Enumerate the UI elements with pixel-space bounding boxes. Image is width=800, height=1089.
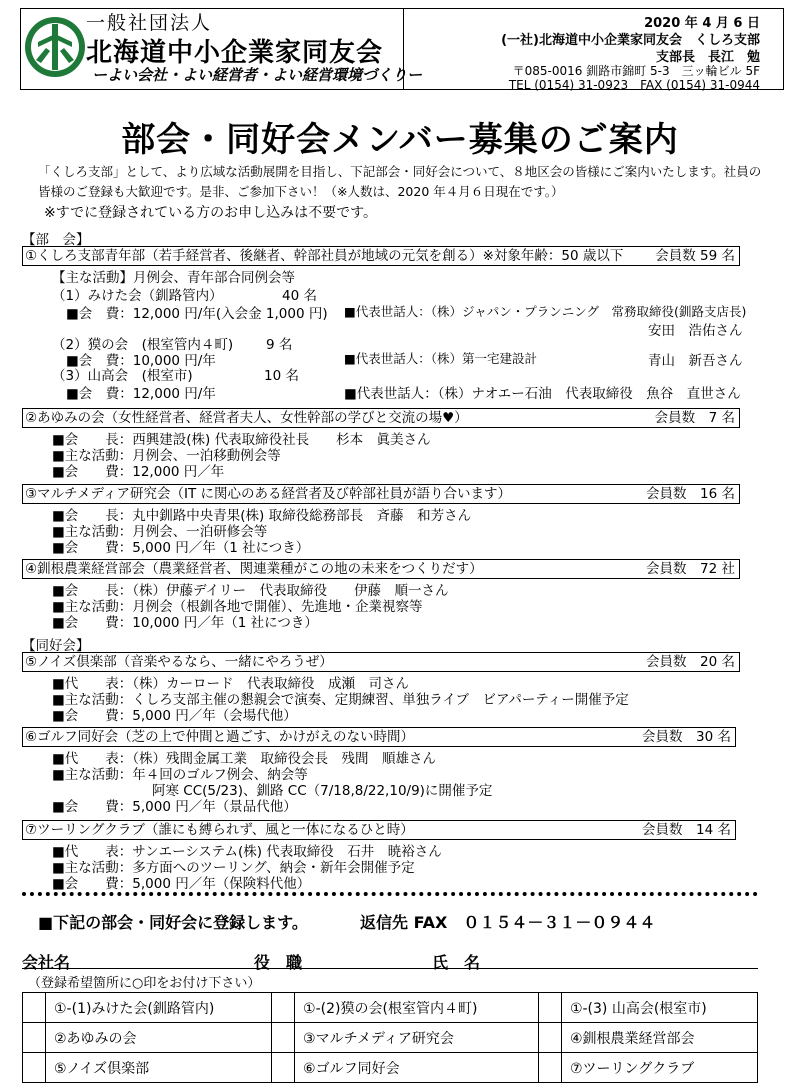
s6-line-1: ■代 表：（株）残間金属工業 取締役会長 残間 順雄さん [52,751,437,767]
section-5-title-text: ⑤ノイズ倶楽部（音楽やるなら、一緒にやろうぜ） [25,654,333,670]
s1-g1-count: 40 名 [282,288,317,304]
section-2-title-text: ②あゆみの会（女性経営者、経営者夫人、女性幹部の学びと交流の場♥） [25,410,468,426]
register-label: ■下記の部会・同好会に登録します。 [38,913,308,932]
s1-g2-name: （2）獏の会 (根室管内４町) [52,337,234,353]
doyukai-logo-icon [24,16,86,78]
s4-line-3: ■会 費：10,000 円／年（1 社につき） [52,615,318,631]
s4-line-1: ■会 長：（株）伊藤デイリー 代表取締役 伊藤 順一さん [52,583,449,599]
check-cell-6[interactable] [538,1023,561,1053]
option-6: ④釧根農業経営部会 [561,1023,757,1053]
s1-g3-fee: ■会 費：12,000 円/年 [66,386,216,402]
name-label: 氏 名 [432,953,481,972]
s1-g1-rep: ■代表世話人：（株）ジャパン・プランニング 常務取締役(釧路支店長) [344,304,747,319]
section-2-title [22,408,740,428]
position-label: 役 職 [254,953,303,972]
s5-line-3: ■会 費：5,000 円／年（会場代他） [52,708,297,724]
s5-line-1: ■代 表：（株）カーロード 代表取締役 成瀬 司さん [52,676,410,692]
options-row [23,1023,758,1053]
s1-g3-count: 10 名 [264,368,299,384]
contact: TEL (0154) 31-0923 FAX (0154) 31-0944 [508,78,760,92]
org-name: 北海道中小企業家同友会 [86,38,384,68]
section-3-title-text: ③マルチメディア研究会（IT に関心のある経営者及び幹部社員が語り合います） [25,486,512,502]
branch: (一社)北海道中小企業家同友会 くしろ支部 [501,33,760,48]
s1-g2-fee: ■会 費：10,000 円/年 [66,353,216,369]
section-7-title [22,820,736,840]
intro-line-2: 皆様のご登録も大歓迎です。是非、ご参加下さい！（※人数は、2020 年４月６日現在です。） [38,184,564,199]
bukai-label: 【部 会】 [22,232,90,248]
intro-line-3: ※すでに登録されている方のお申し込みは不要です。 [44,205,378,221]
check-cell-2[interactable] [272,993,295,1023]
address: 〒085-0016 釧路市錦町 5-3 三ッ輪ビル 5F [512,64,760,78]
s1-g2-rep: ■代表世話人：（株）第一宅建設計 [344,351,538,366]
option-8: ⑥ゴルフ同好会 [295,1053,539,1083]
option-4: ②あゆみの会 [46,1023,272,1053]
s7-line-1: ■代 表：サンエーシステム(株) 代表取締役 石井 暁裕さん [52,844,442,860]
section-1-title [22,246,740,266]
s3-line-1: ■会 長：丸中釧路中央青果(株) 取締役総務部長 斉藤 和芳さん [52,508,472,524]
org-tagline: ーよい会社・よい経営者・よい経営環境づくりー [92,66,423,84]
s6-line-3: ■会 費：5,000 円／年（景品代他） [52,799,297,815]
section-6-count: 会員数 30 名 [642,729,731,745]
section-5-count: 会員数 20 名 [646,654,735,670]
form-fill-line [22,968,758,969]
page-title: 部会・同好会メンバー募集のご案内 [121,120,679,160]
company-label: 会社名 [22,953,71,972]
section-1-title-text: ①くしろ支部青年部（若手経営者、後継者、幹部社員が地域の元気を創る）※対象年齢：50 歳以下 [25,248,624,264]
option-7: ⑤ノイズ倶楽部 [46,1053,272,1083]
s7-line-2: ■主な活動：多方面へのツーリング、納会・新年会開催予定 [52,860,415,876]
check-cell-1[interactable] [23,993,46,1023]
s1-g2-rep-name: 青山 新吾さん [648,353,743,369]
s2-line-1: ■会 長：西興建設(株) 代表取締役社長 杉本 眞美さん [52,432,431,448]
check-cell-3[interactable] [538,993,561,1023]
s5-line-2: ■主な活動：くしろ支部主催の懇親会で演奏、定期練習、単独ライブ ビアパーティー開催予定 [52,692,629,708]
s1-g3-name: （3）山高会 (根室市) [52,368,193,384]
date: 2020 年 4 月 6 日 [644,16,760,31]
intro-line-1: 「くしろ支部」として、より広域な活動展開を目指し、下記部会・同好会について、８地区会の皆様にご案内いたします。社員の [38,164,762,179]
section-2-count: 会員数 7 名 [654,410,735,426]
section-6-title-text: ⑥ゴルフ同好会（芝の上で仲間と過ごす、かけがえのない時間） [25,729,415,745]
form-note: （登録希望箇所に○印をお付け下さい） [28,976,261,991]
s7-line-3: ■会 費：5,000 円／年（保険料代他） [52,876,311,892]
s1-activity: 【主な活動】月例会、青年部合同例会等 [52,270,295,286]
check-cell-4[interactable] [23,1023,46,1053]
options-row [23,993,758,1023]
section-4-title [22,559,740,579]
s3-line-2: ■主な活動：月例会、一泊研修会等 [52,524,268,540]
s1-g1-fee: ■会 費：12,000 円/年(入会金 1,000 円) [66,306,328,322]
s1-g2-count: 9 名 [266,337,293,353]
section-3-count: 会員数 16 名 [646,486,735,502]
section-4-title-text: ④釧根農業経営部会（農業経営者、関連業種がこの地の未来をつくりだす） [25,561,483,577]
dotted-separator [22,892,758,896]
option-3: ①-(3) 山高会(根室市) [561,993,757,1023]
option-5: ③マルチメディア研究会 [295,1023,539,1053]
s1-g1-name: （1）みけた会（釧路管内） [52,288,223,304]
check-cell-7[interactable] [23,1053,46,1083]
s1-g3-rep: ■代表世話人：（株）ナオエー石油 代表取締役 魚谷 直世さん [344,386,741,402]
check-cell-5[interactable] [272,1023,295,1053]
branch-chief: 支部長 長江 勉 [655,50,760,65]
section-7-title-text: ⑦ツーリングクラブ（誰にも縛られず、風と一体になるひと時） [25,822,414,838]
s2-line-3: ■会 費：12,000 円／年 [52,464,225,480]
s2-line-2: ■主な活動：月例会、一泊移動例会等 [52,448,281,464]
check-cell-8[interactable] [272,1053,295,1083]
reply-fax: 返信先 FAX ０１５４－３１－０９４４ [360,913,656,932]
s6-line-2: ■主な活動：年４回のゴルフ例会、納会等 [52,767,308,783]
section-5-title [22,652,740,672]
options-row [23,1053,758,1083]
s1-g1-rep-name: 安田 浩佑さん [648,323,743,339]
section-4-count: 会員数 72 社 [646,561,735,577]
options-table [22,992,758,1083]
option-1: ①-(1)みけた会(釧路管内) [46,993,272,1023]
doukou-label: 【同好会】 [22,638,90,654]
s3-line-3: ■会 費：5,000 円／年（1 社につき） [52,540,310,556]
org-small: 一般社団法人 [86,12,213,34]
check-cell-9[interactable] [538,1053,561,1083]
section-6-title [22,727,736,747]
s4-line-2: ■主な活動：月例会（根釧各地で開催）、先進地・企業視察等 [52,599,423,615]
section-3-title [22,484,740,504]
option-2: ①-(2)獏の会(根室管内４町) [295,993,539,1023]
s6-line-2b: 阿寒 CC(5/23)、釧路 CC（7/18,8/22,10/9)に開催予定 [152,783,493,799]
section-1-count: 会員数 59 名 [655,248,735,264]
option-9: ⑦ツーリングクラブ [561,1053,757,1083]
section-7-count: 会員数 14 名 [642,822,731,838]
